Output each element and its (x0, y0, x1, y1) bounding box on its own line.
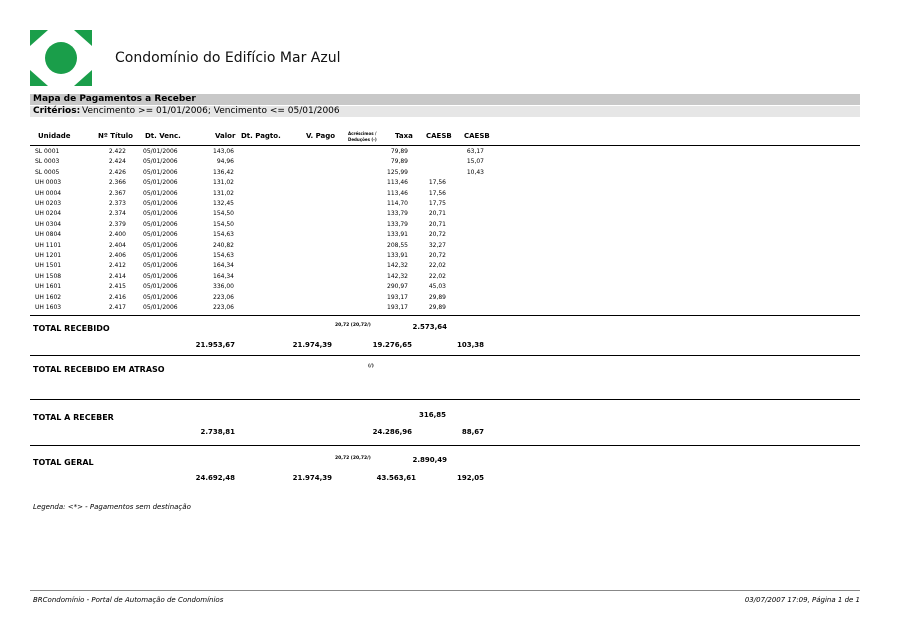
cell-unidade: UH 0004 (35, 189, 62, 197)
cell-venc: 05/01/2006 (143, 189, 178, 197)
cell-taxa: 193,17 (387, 293, 408, 301)
total-a-receber-label: TOTAL A RECEBER (33, 413, 114, 422)
cell-valor: 154,50 (213, 220, 234, 228)
cell-caesb1: 29,89 (428, 293, 446, 301)
cell-taxa: 133,79 (387, 210, 408, 218)
cell-taxa: 208,55 (387, 241, 408, 249)
cell-caesb1: 20,71 (428, 210, 446, 218)
cell-venc: 05/01/2006 (143, 272, 178, 280)
cell-valor: 223,06 (213, 304, 234, 311)
cell-unidade: SL 0003 (35, 158, 60, 166)
divider-atraso (30, 399, 860, 400)
cell-valor: 154,63 (213, 252, 234, 259)
cell-unidade: UH 0304 (35, 220, 62, 228)
cell-caesb1: 20,71 (428, 220, 446, 228)
table-end-divider (30, 315, 860, 316)
total-a-receber-caesb1: 316,85 (418, 411, 446, 419)
cell-valor: 164,34 (213, 262, 234, 270)
cell-taxa: 142,32 (387, 272, 408, 280)
table-row (0, 189, 900, 199)
cell-venc: 05/01/2006 (143, 262, 178, 270)
cell-numero: 2.414 (108, 272, 126, 280)
total-atraso-acresc: (/) (368, 364, 374, 369)
cell-unidade: UH 1603 (35, 304, 62, 311)
cell-venc: 05/01/2006 (143, 179, 178, 187)
footer-divider (30, 590, 860, 591)
cell-valor: 136,42 (213, 168, 234, 176)
cell-valor: 131,02 (213, 179, 234, 187)
cell-taxa: 133,91 (387, 231, 408, 239)
cell-caesb1: 17,75 (428, 200, 446, 207)
total-geral-label: TOTAL GERAL (33, 458, 94, 467)
col-header-acresc-1: Acréscimos / (348, 131, 377, 136)
table-row (0, 230, 900, 240)
cell-numero: 2.367 (108, 189, 126, 197)
table-row (0, 251, 900, 261)
col-header-venc: Dt. Venc. (145, 132, 181, 140)
cell-taxa: 113,46 (387, 189, 408, 197)
table-row (0, 168, 900, 178)
cell-numero: 2.366 (108, 179, 126, 187)
cell-numero: 2.374 (108, 210, 126, 218)
divider-a-receber (30, 445, 860, 446)
cell-valor: 240,82 (213, 241, 234, 249)
cell-caesb1: 22,02 (428, 262, 446, 270)
cell-venc: 05/01/2006 (143, 293, 178, 301)
table-row (0, 157, 900, 167)
cell-caesb1: 22,02 (428, 272, 446, 280)
cell-caesb1: 20,72 (428, 252, 446, 259)
cell-unidade: SL 0005 (35, 168, 60, 176)
cell-numero: 2.424 (108, 158, 126, 166)
cell-valor: 131,02 (213, 189, 234, 197)
col-header-taxa: Taxa (395, 132, 413, 140)
cell-numero: 2.417 (108, 304, 126, 311)
cell-taxa: 193,17 (387, 304, 408, 311)
col-header-unidade: Unidade (38, 132, 71, 140)
total-recebido-valor: 21.953,67 (195, 341, 235, 349)
cell-unidade: UH 0804 (35, 231, 62, 239)
table-row (0, 241, 900, 251)
cell-venc: 05/01/2006 (143, 200, 178, 207)
cell-taxa: 133,91 (387, 252, 408, 259)
cell-taxa: 114,70 (387, 200, 408, 207)
cell-taxa: 142,32 (387, 262, 408, 270)
cell-unidade: SL 0001 (35, 148, 60, 155)
cell-valor: 94,96 (216, 158, 234, 166)
table-row (0, 220, 900, 230)
col-header-acresc-2: Deduções (-) (348, 137, 377, 142)
cell-numero: 2.422 (108, 148, 126, 155)
header-divider (30, 145, 860, 146)
cell-caesb1: 17,56 (428, 179, 446, 187)
company-logo (30, 30, 92, 86)
legend: Legenda: <*> - Pagamentos sem destinação (33, 503, 191, 511)
cell-numero: 2.412 (108, 262, 126, 270)
col-header-valor: Valor (215, 132, 236, 140)
total-atraso-label: TOTAL RECEBIDO EM ATRASO (33, 365, 165, 374)
cell-venc: 05/01/2006 (143, 231, 178, 239)
cell-valor: 164,34 (213, 272, 234, 280)
cell-numero: 2.416 (108, 293, 126, 301)
cell-caesb1: 17,56 (428, 189, 446, 197)
company-name: Condomínio do Edifício Mar Azul (115, 50, 341, 66)
cell-caesb1: 29,89 (428, 304, 446, 311)
cell-venc: 05/01/2006 (143, 304, 178, 311)
cell-caesb2: 10,43 (466, 168, 484, 176)
total-a-receber-caesb2: 88,67 (461, 428, 484, 436)
total-recebido-acresc: 20,72 (20,72/) (335, 323, 371, 328)
cell-taxa: 79,89 (390, 158, 408, 166)
total-a-receber-taxa: 24.286,96 (372, 428, 412, 436)
total-geral-caesb1: 2.890,49 (412, 456, 447, 464)
cell-unidade: UH 1501 (35, 262, 62, 270)
total-geral-acresc: 20,72 (20,72/) (335, 456, 371, 461)
col-header-caesb-1: CAESB (426, 132, 452, 140)
cell-valor: 154,50 (213, 210, 234, 218)
total-recebido-caesb2: 103,38 (456, 341, 484, 349)
table-row (0, 178, 900, 188)
cell-valor: 223,06 (213, 293, 234, 301)
cell-valor: 336,00 (213, 283, 234, 291)
cell-caesb2: 15,07 (466, 158, 484, 166)
cell-numero: 2.426 (108, 168, 126, 176)
cell-venc: 05/01/2006 (143, 252, 178, 259)
total-recebido-caesb1: 2.573,64 (412, 323, 447, 331)
table-row (0, 199, 900, 209)
total-recebido-vpago: 21.974,39 (292, 341, 332, 349)
col-header-numero: Nº Título (98, 132, 133, 140)
cell-valor: 143,06 (213, 148, 234, 155)
cell-venc: 05/01/2006 (143, 158, 178, 166)
table-row (0, 261, 900, 271)
cell-unidade: UH 1602 (35, 293, 62, 301)
cell-venc: 05/01/2006 (143, 148, 178, 155)
footer-right: 03/07/2007 17:09, Página 1 de 1 (744, 596, 860, 604)
table-row (0, 147, 900, 157)
col-header-caesb-2: CAESB (464, 132, 490, 140)
cell-venc: 05/01/2006 (143, 168, 178, 176)
cell-unidade: UH 1508 (35, 272, 62, 280)
cell-venc: 05/01/2006 (143, 220, 178, 228)
cell-unidade: UH 1601 (35, 283, 62, 291)
cell-venc: 05/01/2006 (143, 283, 178, 291)
footer-left: BRCondomínio - Portal de Automação de Condomínios (33, 596, 224, 604)
cell-numero: 2.373 (108, 200, 126, 207)
table-row (0, 293, 900, 303)
table-row (0, 303, 900, 313)
report-title: Mapa de Pagamentos a Receber (33, 94, 196, 104)
col-header-pagto: Dt. Pagto. (241, 132, 281, 140)
divider-recebido (30, 355, 860, 356)
table-row (0, 272, 900, 282)
cell-caesb1: 32,27 (428, 241, 446, 249)
total-recebido-label: TOTAL RECEBIDO (33, 324, 110, 333)
cell-unidade: UH 1101 (35, 241, 62, 249)
cell-taxa: 79,89 (390, 148, 408, 155)
cell-caesb1: 20,72 (428, 231, 446, 239)
cell-numero: 2.406 (108, 252, 126, 259)
criteria-label: Critérios: (33, 106, 81, 116)
table-row (0, 209, 900, 219)
cell-taxa: 113,46 (387, 179, 408, 187)
total-a-receber-valor: 2.738,81 (200, 428, 235, 436)
total-geral-valor: 24.692,48 (195, 474, 235, 482)
col-header-vpago: V. Pago (306, 132, 336, 140)
cell-taxa: 290,97 (387, 283, 408, 291)
cell-unidade: UH 0003 (35, 179, 62, 187)
total-recebido-taxa: 19.276,65 (372, 341, 412, 349)
cell-venc: 05/01/2006 (143, 210, 178, 218)
cell-unidade: UH 0204 (35, 210, 62, 218)
cell-taxa: 133,79 (387, 220, 408, 228)
cell-valor: 132,45 (213, 200, 234, 207)
cell-numero: 2.404 (108, 241, 126, 249)
cell-taxa: 125,99 (387, 168, 408, 176)
total-geral-taxa: 43.563,61 (376, 474, 416, 482)
cell-unidade: UH 0203 (35, 200, 62, 207)
cell-venc: 05/01/2006 (143, 241, 178, 249)
cell-numero: 2.379 (108, 220, 126, 228)
criteria-value: Vencimento >= 01/01/2006; Vencimento <= 05/01/2006 (82, 106, 340, 116)
total-geral-caesb2: 192,05 (456, 474, 484, 482)
cell-valor: 154,63 (213, 231, 234, 239)
table-row (0, 282, 900, 292)
cell-caesb1: 45,03 (428, 283, 446, 291)
cell-unidade: UH 1201 (35, 252, 62, 259)
total-geral-vpago: 21.974,39 (292, 474, 332, 482)
cell-numero: 2.415 (108, 283, 126, 291)
cell-caesb2: 63,17 (466, 148, 484, 155)
cell-numero: 2.400 (108, 231, 126, 239)
